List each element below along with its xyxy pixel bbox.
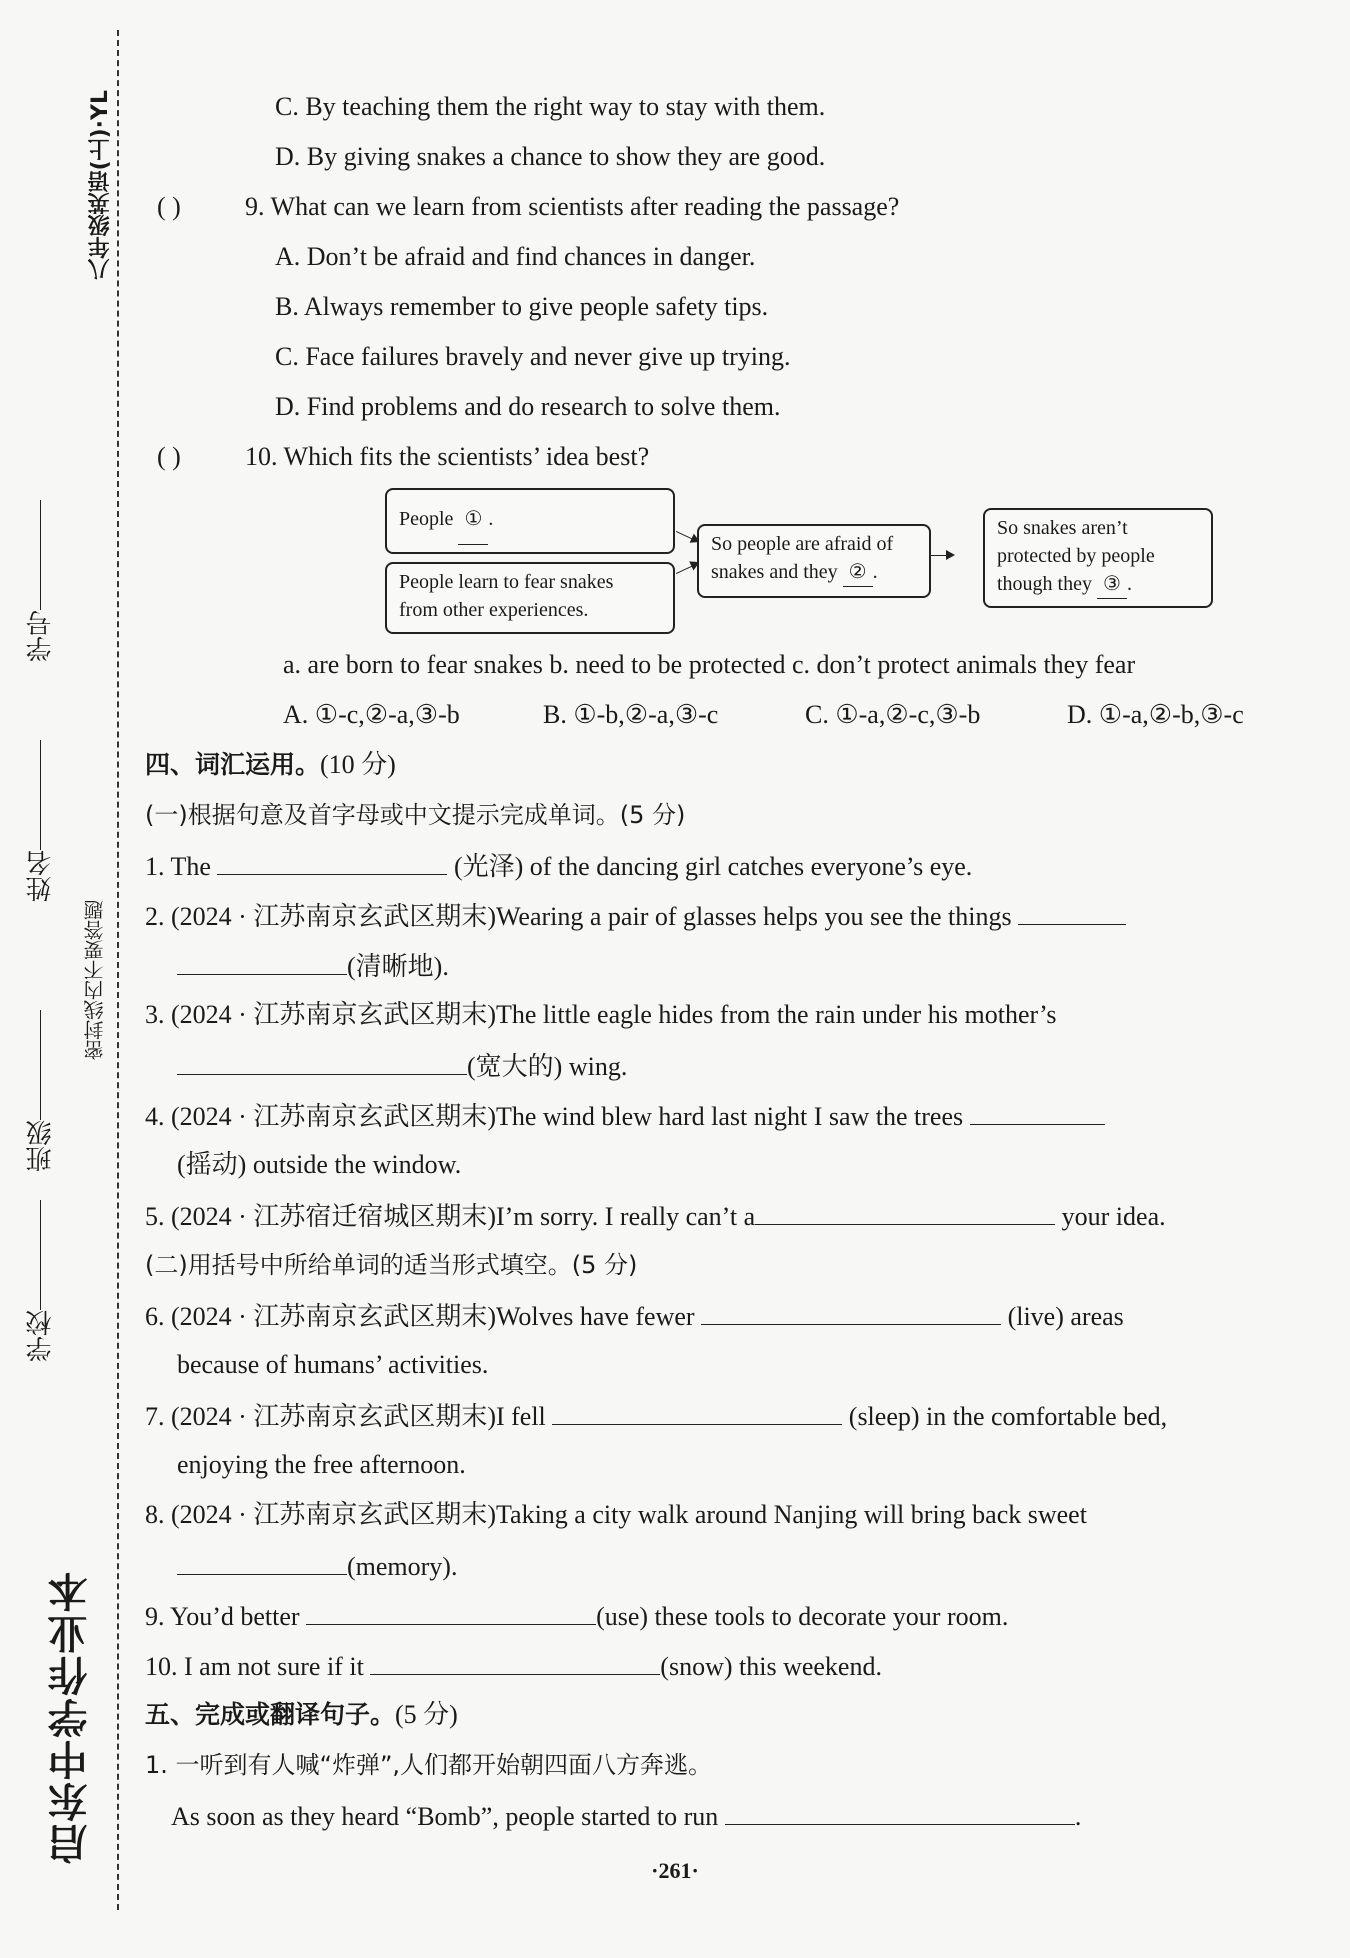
s4-q5-text-b: your idea. [1061,1202,1166,1231]
s4-q7 [145,1398,1167,1434]
s4-q3-cont [177,1048,627,1084]
q9-option-a[interactable]: A. Don’t be afraid and find chances in danger. [275,242,756,271]
s4-q10-text-b: (snow) this weekend. [660,1652,882,1681]
blank-3: ③ [1097,570,1127,599]
q9-option-d[interactable]: D. Find problems and do research to solve them. [275,392,781,421]
s4-q7-text-a: 7. (2024 · 江苏南京玄武区期末)I fell [145,1402,546,1431]
box3-end: . [872,561,878,583]
s4-q7-text-b: (sleep) in the comfortable bed, [848,1402,1168,1431]
s4-q9-text-a: 9. You’d better [145,1602,300,1631]
section4-title: 四、词汇运用。 [145,750,321,779]
s4-q7-blank[interactable] [552,1398,842,1425]
q9-answer-paren[interactable]: ( ) [157,192,181,221]
arrow-1 [676,531,698,542]
seal-line-note: 密封线内不要答题 [83,900,107,1060]
s4-q4 [145,1098,1105,1134]
s4-q2-text-b: (清晰地). [347,952,449,981]
s4-q8: 8. (2024 · 江苏南京玄武区期末)Taking a city walk around Nanjing will bring back sweet [145,1500,1087,1529]
student-number-field [22,500,59,662]
diagram-box-experiences [385,562,675,634]
box1-text: People [399,508,454,530]
s4-q8-cont [177,1548,457,1584]
s4-q4-blank[interactable] [970,1098,1105,1125]
s4-q2-cont [177,948,449,984]
s4-q6-blank[interactable] [701,1298,1001,1325]
s4-q1 [145,848,972,884]
box4-line1: So snakes aren’t [997,517,1128,539]
blank-2: ② [843,558,873,587]
q9-option-c[interactable]: C. Face failures bravely and never give up trying. [275,342,791,371]
binding-margin [0,0,140,1958]
s4-q5-blank[interactable] [755,1198,1055,1225]
s5-q1-chinese: 1. 一听到有人喊“炸弹”,人们都开始朝四面八方奔逃。 [145,1751,713,1779]
q10-option-c[interactable]: C. ①-a,②-c,③-b [805,700,981,729]
box2-line1: People learn to fear snakes [399,571,614,593]
s5-q1-english [171,1798,1081,1834]
arrow-3 [931,555,953,556]
q10-choices: a. are born to fear snakes b. need to be protected c. don’t protect animals they fear [283,650,1136,679]
s4-q1-blank[interactable] [217,848,447,875]
q10-option-b[interactable]: B. ①-b,②-a,③-c [543,700,719,729]
s4-q3: 3. (2024 · 江苏南京玄武区期末)The little eagle hides from the rain under his mother’s [145,1000,1057,1029]
q8-option-c[interactable]: C. By teaching them the right way to stay with them. [275,92,826,121]
s4-q6-text-a: 6. (2024 · 江苏南京玄武区期末)Wolves have fewer [145,1302,695,1331]
page-number: ·261· [651,1858,699,1883]
blank-1: ① [458,494,488,545]
school-label: 学校 [26,1310,56,1362]
s5-q1-text: As soon as they heard “Bomb”, people started to run [171,1802,719,1831]
seal-cut-line [117,30,119,1910]
box4-line3: though they [997,573,1092,595]
section5-score: (5 分) [395,1700,458,1729]
class-field [22,1010,59,1172]
section4-part2-title: (二)用括号中所给单词的适当形式填空。(5 分) [145,1251,638,1279]
student-number-label: 学号 [26,610,56,662]
s4-q10-text-a: 10. I am not sure if it [145,1652,364,1681]
s4-q5 [145,1198,1166,1234]
s4-q10 [145,1648,882,1684]
s4-q2 [145,898,1126,934]
section4-score: (10 分) [320,750,396,779]
s4-q6 [145,1298,1124,1334]
diagram-box-afraid [697,524,931,598]
school-field [22,1200,59,1362]
section4-part1-title: (一)根据句意及首字母或中文提示完成单词。(5 分) [145,801,686,829]
q8-option-d[interactable]: D. By giving snakes a chance to show they are good. [275,142,826,171]
q10-stem: 10. Which fits the scientists’ idea best? [245,442,650,471]
q9-stem: 9. What can we learn from scientists after reading the passage? [245,192,900,221]
s4-q9-blank[interactable] [306,1598,596,1625]
box4-end: . [1126,573,1132,595]
s4-q1-text-b: (光泽) of the dancing girl catches everyone’s eye. [453,852,973,881]
class-line[interactable] [41,1010,42,1120]
book-code: 八年级英语(上)·YL [88,90,113,281]
s4-q3-blank[interactable] [177,1048,467,1075]
s4-q6-text-c: because of humans’ activities. [177,1350,489,1379]
student-name-field [22,740,59,902]
s4-q2-blank-1[interactable] [1018,898,1126,925]
s4-q2-text-a: 2. (2024 · 江苏南京玄武区期末)Wearing a pair of glasses helps you see the things [145,902,1012,931]
box4-line2: protected by people [997,545,1155,567]
s4-q4-text-b: (摇动) outside the window. [177,1150,462,1179]
box3-line2: snakes and they [711,561,838,583]
box1-end: . [488,508,494,530]
q10-option-d[interactable]: D. ①-a,②-b,③-c [1067,700,1244,729]
s4-q7-text-c: enjoying the free afternoon. [177,1450,466,1479]
student-number-line[interactable] [41,500,42,610]
school-line[interactable] [41,1200,42,1310]
s4-q8-blank[interactable] [177,1548,347,1575]
s5-q1-blank[interactable] [725,1798,1075,1825]
s4-q9-text-b: (use) these tools to decorate your room. [596,1602,1009,1631]
s4-q3-text-b: (宽大的) wing. [467,1052,628,1081]
s4-q8-text-b: (memory). [347,1552,458,1581]
student-name-label: 姓名 [26,850,56,902]
diagram-box-protected [983,508,1213,608]
class-label: 班级 [26,1120,56,1172]
s4-q4-text-a: 4. (2024 · 江苏南京玄武区期末)The wind blew hard last night I saw the trees [145,1102,964,1131]
s5-q1-end: . [1074,1802,1082,1831]
q10-answer-paren[interactable]: ( ) [157,442,181,471]
s4-q1-text-a: 1. The [145,852,211,881]
section5-title: 五、完成或翻译句子。 [145,1700,396,1729]
s4-q10-blank[interactable] [370,1648,660,1675]
section4-heading [145,748,396,782]
s4-q9 [145,1598,1008,1634]
diagram-box-people [385,488,675,554]
box2-line2: from other experiences. [399,599,589,621]
q9-option-b[interactable]: B. Always remember to give people safety tips. [275,292,769,321]
s4-q2-blank-2[interactable] [177,948,347,975]
box3-line1: So people are afraid of [711,533,894,555]
arrow-2 [676,563,698,574]
q10-option-a[interactable]: A. ①-c,②-a,③-b [283,700,460,729]
student-name-line[interactable] [41,740,42,850]
s4-q5-text-a: 5. (2024 · 江苏宿迁宿城区期末)I’m sorry. I really can’t a [145,1202,756,1231]
brand-title: 启东中学作业本 [48,1570,94,1864]
section5-heading [145,1698,458,1732]
s4-q6-text-b: (live) areas [1007,1302,1124,1331]
